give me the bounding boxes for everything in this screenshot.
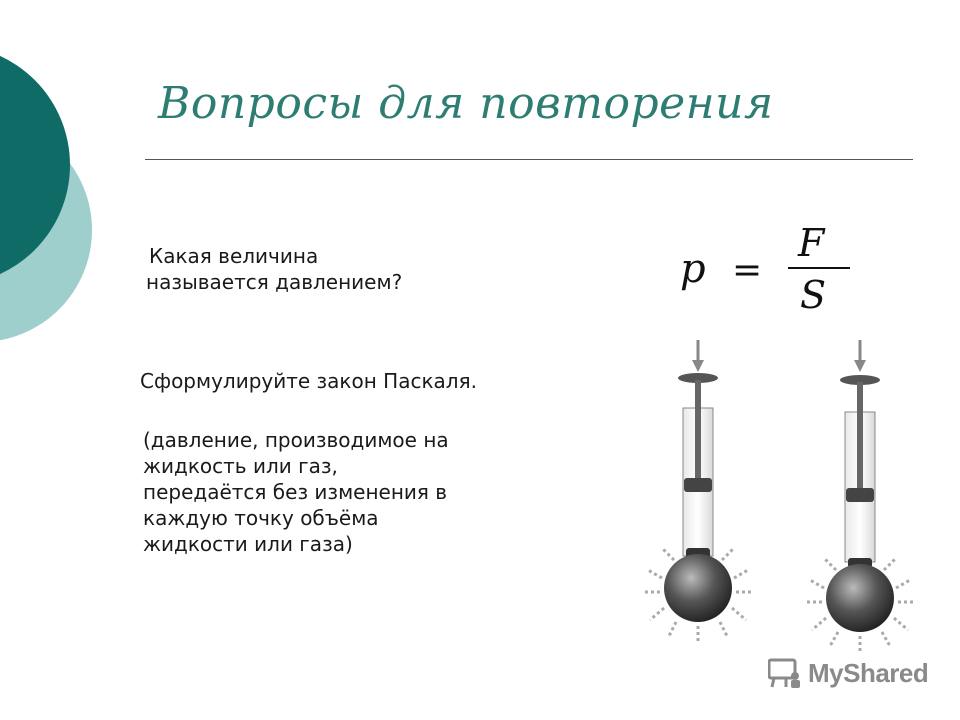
apparatus-right [806, 340, 914, 652]
question-pressure [146, 243, 476, 295]
piston-rod [857, 382, 863, 490]
pascal-law-answer [143, 427, 513, 557]
answer-line: жидкость или газ, [143, 454, 338, 478]
formula-equals: = [732, 250, 763, 291]
answer-line: передаётся без изменения в [143, 480, 448, 504]
apparatus-left [644, 340, 752, 644]
question-pressure-line1: Какая величина [149, 244, 319, 268]
formula-lhs: p [680, 246, 706, 292]
formula-numerator: F [798, 221, 825, 265]
question-pressure-line2: называется давлением? [146, 270, 403, 294]
question-pascal-law: Сформулируйте закон Паскаля. [140, 369, 477, 393]
logo-text: MyShared [808, 657, 929, 688]
slide-title: Вопросы для повторения [158, 78, 774, 129]
answer-line: (давление, производимое на [143, 428, 449, 452]
ball [826, 564, 894, 632]
piston [846, 488, 874, 502]
teacher-board-icon [768, 658, 802, 688]
title-divider [145, 159, 913, 160]
answer-line: каждую точку объёма [143, 506, 379, 530]
piston-rod [695, 380, 701, 480]
pascal-ball-illustration [640, 330, 930, 660]
force-arrow-head [692, 360, 704, 372]
force-arrow-head [854, 360, 866, 372]
formula-denominator: S [800, 273, 827, 317]
ball [664, 554, 732, 622]
answer-line: жидкости или газа) [143, 532, 353, 556]
decorative-circles [0, 0, 120, 400]
pressure-formula [668, 220, 868, 320]
myshared-logo [768, 656, 928, 690]
piston [684, 478, 712, 492]
